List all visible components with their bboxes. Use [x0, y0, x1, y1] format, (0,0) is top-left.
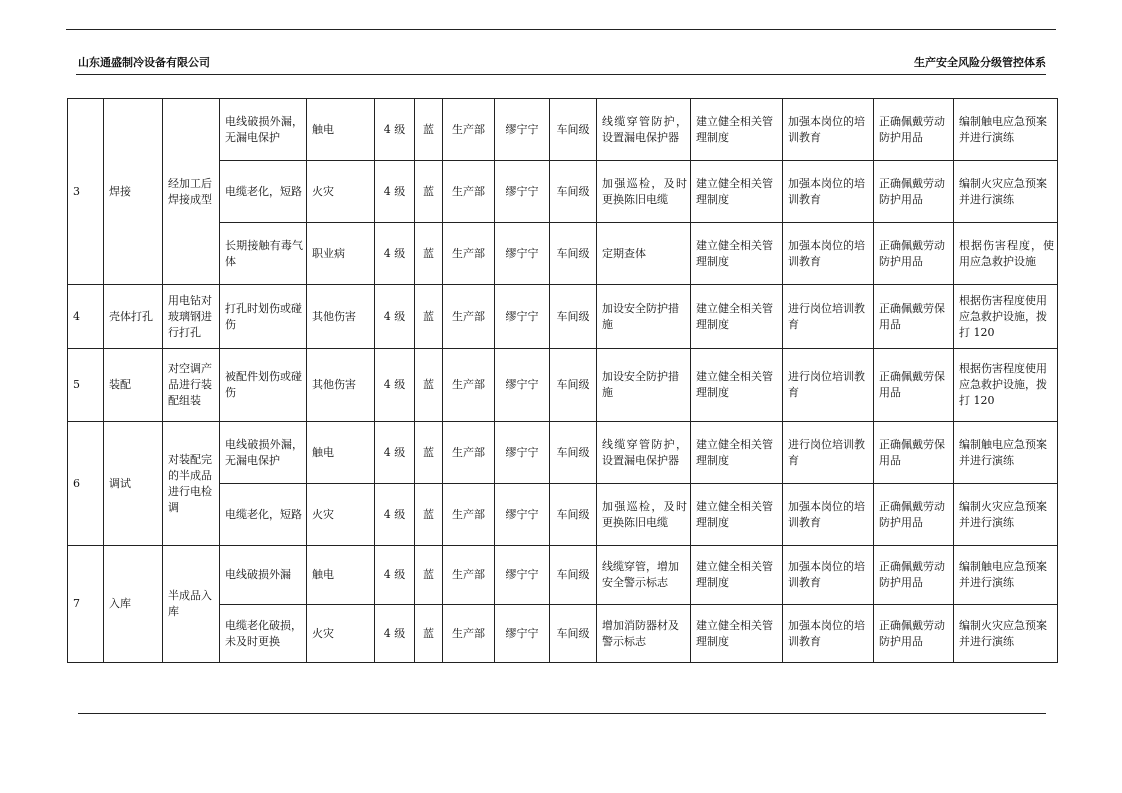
table-row: [68, 546, 1058, 605]
management-measure: 建立健全相关管理制度: [691, 161, 783, 223]
item-number: 3: [68, 99, 104, 285]
responsible-person: 缪宁宁: [495, 349, 550, 422]
emergency-measure: 根据伤害程度使用应急救护设施，拨打 120: [954, 349, 1058, 422]
system-title: 生产安全风险分级管控体系: [914, 56, 1046, 69]
hazard-factor: 被配件划伤或碰伤: [220, 349, 307, 422]
accident-type: 触电: [307, 422, 375, 484]
training-measure: 加强本岗位的培训教育: [783, 161, 874, 223]
risk-color: 蓝: [415, 422, 443, 484]
ppe-measure: 正确佩戴劳保用品: [874, 349, 954, 422]
responsible-dept: 生产部: [443, 484, 495, 546]
emergency-measure: 编制火灾应急预案并进行演练: [954, 161, 1058, 223]
footer-rule: [78, 713, 1046, 714]
risk-level: 4 级: [375, 99, 415, 161]
engineering-measure: 加设安全防护措施: [597, 349, 691, 422]
table-row: [68, 349, 1058, 422]
control-level: 车间级: [550, 223, 597, 285]
emergency-measure: 编制火灾应急预案并进行演练: [954, 605, 1058, 663]
ppe-measure: 正确佩戴劳动防护用品: [874, 605, 954, 663]
emergency-measure: 编制火灾应急预案并进行演练: [954, 484, 1058, 546]
risk-level: 4 级: [375, 285, 415, 349]
control-level: 车间级: [550, 605, 597, 663]
ppe-measure: 正确佩戴劳保用品: [874, 285, 954, 349]
ppe-measure: 正确佩戴劳动防护用品: [874, 161, 954, 223]
table-row: [68, 285, 1058, 349]
process-description: 用电钻对玻璃钢进行打孔: [163, 285, 220, 349]
hazard-factor: 电缆老化，短路: [220, 484, 307, 546]
ppe-measure: 正确佩戴劳动防护用品: [874, 546, 954, 605]
item-number: 5: [68, 349, 104, 422]
ppe-measure: 正确佩戴劳动防护用品: [874, 99, 954, 161]
responsible-person: 缪宁宁: [495, 161, 550, 223]
control-level: 车间级: [550, 422, 597, 484]
responsible-person: 缪宁宁: [495, 422, 550, 484]
hazard-factor: 长期接触有毒气体: [220, 223, 307, 285]
accident-type: 其他伤害: [307, 285, 375, 349]
item-number: 4: [68, 285, 104, 349]
risk-level: 4 级: [375, 223, 415, 285]
accident-type: 火灾: [307, 484, 375, 546]
engineering-measure: 加设安全防护措施: [597, 285, 691, 349]
engineering-measure: 线缆穿管防护，设置漏电保护器: [597, 422, 691, 484]
risk-color: 蓝: [415, 605, 443, 663]
responsible-person: 缪宁宁: [495, 223, 550, 285]
accident-type: 火灾: [307, 605, 375, 663]
hazard-factor: 电缆老化，短路: [220, 161, 307, 223]
risk-color: 蓝: [415, 161, 443, 223]
responsible-dept: 生产部: [443, 605, 495, 663]
engineering-measure: 定期查体: [597, 223, 691, 285]
risk-level: 4 级: [375, 484, 415, 546]
process-description: 对空调产品进行装配组装: [163, 349, 220, 422]
management-measure: 建立健全相关管理制度: [691, 484, 783, 546]
responsible-dept: 生产部: [443, 349, 495, 422]
hazard-factor: 打孔时划伤或碰伤: [220, 285, 307, 349]
accident-type: 其他伤害: [307, 349, 375, 422]
engineering-measure: 线缆穿管，增加安全警示标志: [597, 546, 691, 605]
hazard-factor: 电线破损外漏，无漏电保护: [220, 422, 307, 484]
table-row: [68, 422, 1058, 484]
management-measure: 建立健全相关管理制度: [691, 349, 783, 422]
control-level: 车间级: [550, 285, 597, 349]
emergency-measure: 根据伤害程度，使用应急救护设施: [954, 223, 1058, 285]
risk-level: 4 级: [375, 546, 415, 605]
responsible-dept: 生产部: [443, 161, 495, 223]
responsible-person: 缪宁宁: [495, 99, 550, 161]
ppe-measure: 正确佩戴劳保用品: [874, 422, 954, 484]
training-measure: 加强本岗位的培训教育: [783, 484, 874, 546]
engineering-measure: 线缆穿管防护，设置漏电保护器: [597, 99, 691, 161]
control-level: 车间级: [550, 349, 597, 422]
training-measure: 进行岗位培训教育: [783, 349, 874, 422]
responsible-person: 缪宁宁: [495, 285, 550, 349]
hazard-factor: 电线破损外漏，无漏电保护: [220, 99, 307, 161]
control-level: 车间级: [550, 99, 597, 161]
responsible-dept: 生产部: [443, 546, 495, 605]
emergency-measure: 编制触电应急预案并进行演练: [954, 422, 1058, 484]
process-name: 焊接: [104, 99, 163, 285]
process-description: 对装配完的半成品进行电检调: [163, 422, 220, 546]
item-number: 6: [68, 422, 104, 546]
ppe-measure: 正确佩戴劳动防护用品: [874, 484, 954, 546]
training-measure: 进行岗位培训教育: [783, 285, 874, 349]
control-level: 车间级: [550, 161, 597, 223]
engineering-measure: 增加消防器材及警示标志: [597, 605, 691, 663]
responsible-person: 缪宁宁: [495, 605, 550, 663]
company-name: 山东通盛制冷设备有限公司: [78, 56, 210, 69]
control-level: 车间级: [550, 484, 597, 546]
ppe-measure: 正确佩戴劳动防护用品: [874, 223, 954, 285]
process-name: 入库: [104, 546, 163, 663]
responsible-dept: 生产部: [443, 285, 495, 349]
engineering-measure: 加强巡检，及时更换陈旧电缆: [597, 484, 691, 546]
risk-color: 蓝: [415, 99, 443, 161]
accident-type: 触电: [307, 546, 375, 605]
emergency-measure: 编制触电应急预案并进行演练: [954, 99, 1058, 161]
management-measure: 建立健全相关管理制度: [691, 223, 783, 285]
risk-level: 4 级: [375, 422, 415, 484]
responsible-dept: 生产部: [443, 99, 495, 161]
management-measure: 建立健全相关管理制度: [691, 99, 783, 161]
training-measure: 进行岗位培训教育: [783, 422, 874, 484]
risk-color: 蓝: [415, 223, 443, 285]
top-rule: [66, 29, 1056, 30]
accident-type: 职业病: [307, 223, 375, 285]
emergency-measure: 编制触电应急预案并进行演练: [954, 546, 1058, 605]
responsible-person: 缪宁宁: [495, 484, 550, 546]
responsible-dept: 生产部: [443, 223, 495, 285]
management-measure: 建立健全相关管理制度: [691, 422, 783, 484]
accident-type: 火灾: [307, 161, 375, 223]
management-measure: 建立健全相关管理制度: [691, 605, 783, 663]
training-measure: 加强本岗位的培训教育: [783, 605, 874, 663]
engineering-measure: 加强巡检，及时更换陈旧电缆: [597, 161, 691, 223]
risk-control-table: [67, 98, 1058, 663]
risk-color: 蓝: [415, 484, 443, 546]
process-name: 壳体打孔: [104, 285, 163, 349]
emergency-measure: 根据伤害程度使用应急救护设施，拨打 120: [954, 285, 1058, 349]
process-description: 半成品入库: [163, 546, 220, 663]
item-number: 7: [68, 546, 104, 663]
responsible-dept: 生产部: [443, 422, 495, 484]
control-level: 车间级: [550, 546, 597, 605]
process-description: 经加工后焊接成型: [163, 99, 220, 285]
risk-level: 4 级: [375, 161, 415, 223]
header-rule: [76, 74, 1046, 75]
hazard-factor: 电线破损外漏: [220, 546, 307, 605]
risk-level: 4 级: [375, 605, 415, 663]
process-name: 调试: [104, 422, 163, 546]
training-measure: 加强本岗位的培训教育: [783, 223, 874, 285]
process-name: 装配: [104, 349, 163, 422]
responsible-person: 缪宁宁: [495, 546, 550, 605]
management-measure: 建立健全相关管理制度: [691, 285, 783, 349]
management-measure: 建立健全相关管理制度: [691, 546, 783, 605]
accident-type: 触电: [307, 99, 375, 161]
risk-color: 蓝: [415, 546, 443, 605]
table-row: [68, 99, 1058, 161]
training-measure: 加强本岗位的培训教育: [783, 546, 874, 605]
risk-color: 蓝: [415, 349, 443, 422]
risk-level: 4 级: [375, 349, 415, 422]
risk-color: 蓝: [415, 285, 443, 349]
training-measure: 加强本岗位的培训教育: [783, 99, 874, 161]
hazard-factor: 电缆老化破损，未及时更换: [220, 605, 307, 663]
